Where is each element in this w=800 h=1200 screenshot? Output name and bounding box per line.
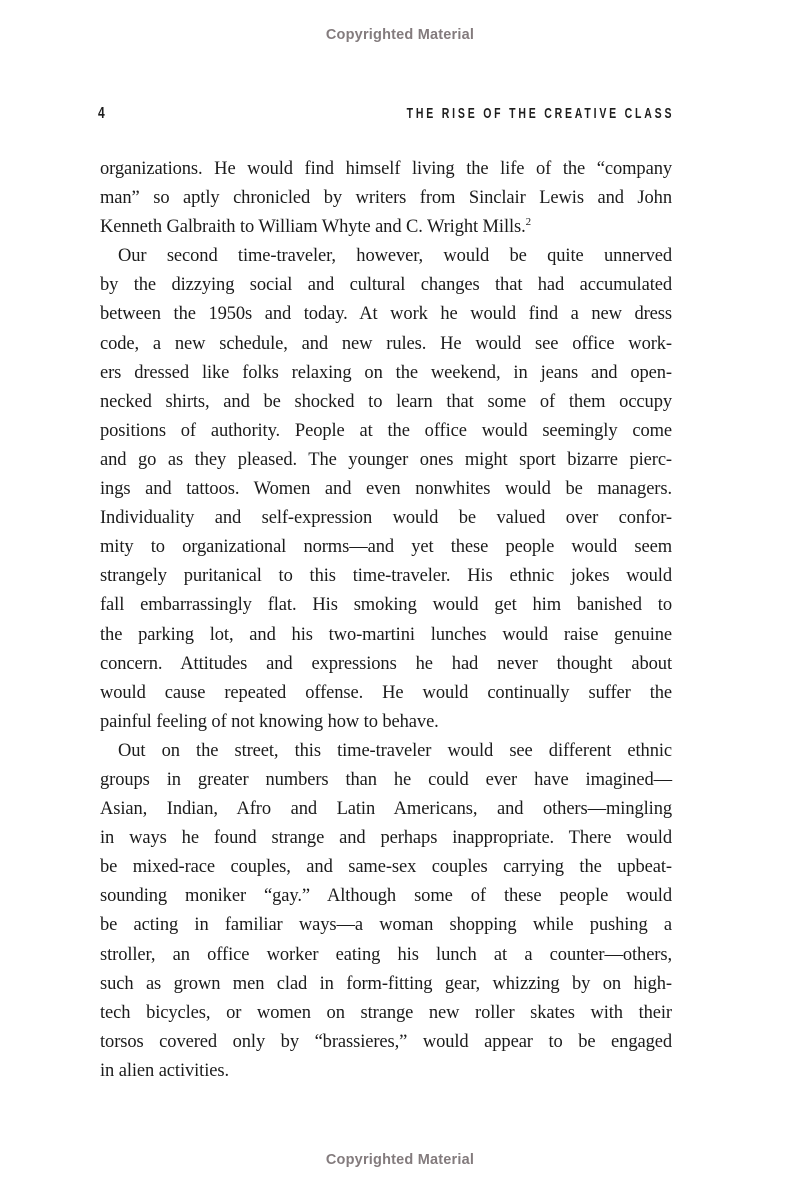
running-title: THE RISE OF THE CREATIVE CLASS xyxy=(406,105,674,122)
text-line: by the dizzying social and cultural changes that had accumulated xyxy=(100,275,672,296)
copyright-notice-bottom: Copyrighted Material xyxy=(325,1152,475,1168)
text-line: Kenneth Galbraith to William Whyte and C. Wright Mills.$^2$ xyxy=(100,216,532,238)
text-line: concern. Attitudes and expressions he had never thought about xyxy=(100,653,672,674)
text-line: the parking lot, and his two-martini lunches would raise genuine xyxy=(100,624,672,645)
text-line: in alien activities. xyxy=(100,1060,229,1081)
text-line: would cause repeated offense. He would continually suffer the xyxy=(100,682,672,703)
text-line: Our second time-traveler, however, would be quite unnerved xyxy=(118,246,672,267)
text-line: Asian, Indian, Afro and Latin Americans, and others—mingling xyxy=(100,799,672,820)
text-line: groups in greater numbers than he could ever have imagined— xyxy=(100,769,672,790)
text-line: in ways he found strange and perhaps inappropriate. There would xyxy=(100,828,672,849)
text-line: sounding moniker “gay.” Although some of these people would xyxy=(100,886,672,907)
footnote-reference: 2 xyxy=(525,216,532,229)
page-number: 4 xyxy=(98,105,105,122)
text-line: tech bicycles, or women on strange new roller skates with their xyxy=(100,1002,672,1023)
text-line: strangely puritanical to this time-traveler. His ethnic jokes would xyxy=(100,566,672,587)
text-line: code, a new schedule, and new rules. He would see office work- xyxy=(100,333,672,354)
text-line: positions of authority. People at the office would seemingly come xyxy=(100,420,672,441)
page-header xyxy=(98,105,674,123)
text-line: ings and tattoos. Women and even nonwhites would be managers. xyxy=(100,479,672,500)
text-line: such as grown men clad in form-fitting gear, whizzing by on high- xyxy=(100,973,672,994)
text-line: be acting in familiar ways—a woman shopping while pushing a xyxy=(100,915,672,936)
text-line: stroller, an office worker eating his lunch at a counter—others, xyxy=(100,944,672,965)
text-line: torsos covered only by “brassieres,” would appear to be engaged xyxy=(100,1031,672,1052)
text-line: be mixed-race couples, and same-sex couples carrying the upbeat- xyxy=(100,857,672,878)
text-line: organizations. He would find himself living the life of the “company xyxy=(100,159,672,179)
text-line: mity to organizational norms—and yet these people would seem xyxy=(100,537,672,558)
body-text xyxy=(100,155,672,1086)
text-line: fall embarrassingly flat. His smoking would get him banished to xyxy=(100,595,672,616)
text-line: man” so aptly chronicled by writers from Sinclair Lewis and John xyxy=(100,188,672,209)
text-line: necked shirts, and be shocked to learn that some of them occupy xyxy=(100,391,672,412)
text-line: ers dressed like folks relaxing on the weekend, in jeans and open- xyxy=(100,362,672,383)
copyright-notice-top: Copyrighted Material xyxy=(325,27,475,43)
text-line: and go as they pleased. The younger ones might sport bizarre pierc- xyxy=(100,449,672,470)
text-line: between the 1950s and today. At work he would find a new dress xyxy=(100,304,672,325)
text-line: painful feeling of not knowing how to behave. xyxy=(100,711,439,732)
text-line: Individuality and self-expression would be valued over confor- xyxy=(100,508,672,529)
text-line: Out on the street, this time-traveler would see different ethnic xyxy=(118,740,672,761)
